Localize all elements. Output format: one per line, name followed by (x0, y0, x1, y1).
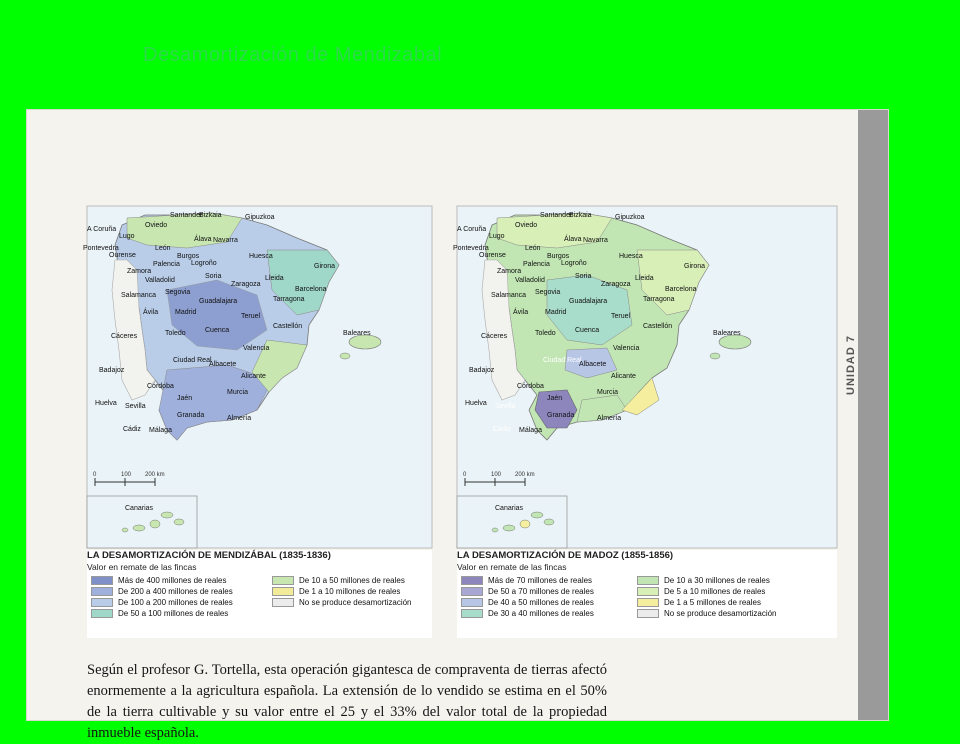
place-label: Burgos (547, 253, 570, 260)
place-label: Logroño (191, 260, 217, 267)
legend-swatch (461, 609, 483, 618)
place-label: Valencia (243, 345, 270, 352)
legend-label: De 50 a 100 millones de reales (118, 609, 229, 618)
place-label: Tarragona (273, 296, 305, 303)
place-label: Girona (314, 263, 336, 270)
legend-swatch (272, 587, 294, 596)
legend-label: Más de 400 millones de reales (118, 576, 227, 585)
legend-label: De 1 a 10 millones de reales (299, 587, 401, 596)
place-label: Lleida (265, 275, 284, 282)
place-label: Tarragona (643, 296, 675, 303)
legend-item (272, 576, 405, 585)
place-label: Zaragoza (601, 281, 631, 288)
place-label: Burgos (177, 253, 200, 260)
legend-label: De 40 a 50 millones de reales (488, 598, 594, 607)
place-label: Granada (547, 412, 575, 419)
place-label: Huelva (95, 400, 117, 407)
legend-item (461, 576, 592, 585)
place-label: Santander (170, 212, 203, 219)
legend-item (91, 587, 233, 596)
place-label: Zaragoza (231, 281, 261, 288)
place-label: Gipuzkoa (615, 214, 645, 221)
place-label: Toledo (165, 330, 186, 337)
legend-item (461, 587, 594, 596)
place-label: Salamanca (121, 292, 157, 299)
scale-label: 0 (93, 472, 97, 478)
legend-label: De 30 a 40 millones de reales (488, 609, 594, 618)
legend-items (457, 576, 837, 636)
place-label: Murcia (227, 389, 249, 396)
place-label: Valladolid (145, 277, 175, 284)
canarias-label: Canarias (495, 505, 524, 512)
legend-label: De 5 a 10 millones de reales (664, 587, 766, 596)
place-label: Zamora (497, 268, 522, 275)
place-label: Oviedo (515, 222, 538, 229)
legend-title: LA DESAMORTIZACIÓN DE MADOZ (1855-1856) (457, 550, 674, 561)
legend-label: De 200 a 400 millones de reales (118, 587, 233, 596)
scale-label: 200 km (145, 472, 165, 478)
place-label: Ciudad Real (173, 357, 212, 364)
place-label: Pontevedra (453, 245, 489, 252)
place-label: Guadalajara (199, 298, 238, 305)
legend-swatch (91, 576, 113, 585)
place-label: Bizkaia (569, 212, 592, 219)
legend-swatch (272, 576, 294, 585)
place-label: A Coruña (87, 226, 117, 233)
baleares-2 (719, 335, 751, 349)
place-label: Cádiz (123, 426, 141, 433)
legend-item (91, 598, 233, 607)
map-madoz (453, 206, 837, 548)
place-label: Teruel (241, 313, 261, 320)
place-label: Logroño (561, 260, 587, 267)
legend-mendizabal (87, 550, 432, 638)
place-label: Segovia (165, 289, 191, 296)
place-label: Castellón (643, 323, 673, 330)
place-label: Huesca (249, 253, 273, 260)
place-label: Ourense (479, 252, 506, 259)
place-label: A Coruña (457, 226, 487, 233)
place-label: Zamora (127, 268, 152, 275)
legend-label: De 10 a 30 millones de reales (664, 576, 770, 585)
legend-item (637, 609, 777, 618)
legend-items (87, 576, 432, 636)
legend-label: No se produce desamortización (299, 598, 412, 607)
place-label: Baleares (713, 330, 741, 337)
legend-label: De 1 a 5 millones de reales (664, 598, 761, 607)
legend-item (637, 576, 770, 585)
place-label: Ávila (513, 309, 529, 316)
place-label: Baleares (343, 330, 371, 337)
place-label: Bizkaia (199, 212, 222, 219)
place-label: Huelva (465, 400, 487, 407)
place-label: Lugo (489, 233, 505, 240)
place-label: Sevilla (495, 403, 516, 410)
legend-label: No se produce desamortización (664, 609, 777, 618)
scale-label: 100 (121, 472, 132, 478)
place-label: Badajoz (469, 367, 495, 374)
legend-item (637, 587, 765, 596)
legend-label: Más de 70 millones de reales (488, 576, 593, 585)
place-label: Pontevedra (83, 245, 119, 252)
legend-madoz (457, 550, 837, 638)
place-label: Navarra (213, 237, 238, 244)
body-text: Según el profesor G. Tortella, esta operación gigantesca de compraventa de tierras afectó enormemente a la agricultura española. La extensión de lo vendido se estima en el 50% de la tierra cultivable y su valor entre el 25 y el 33% del valor total de la propiedad inmueble española. (87, 662, 607, 741)
place-label: Almería (227, 415, 252, 422)
place-label: Teruel (611, 313, 631, 320)
place-label: Valencia (613, 345, 640, 352)
scale-label: 200 km (515, 472, 535, 478)
place-label: Guadalajara (569, 298, 608, 305)
legend-swatch (637, 587, 659, 596)
place-label: Córdoba (517, 383, 544, 390)
place-label: Barcelona (665, 286, 697, 293)
legend-swatch (91, 598, 113, 607)
place-label: Álava (194, 236, 212, 243)
legend-item (91, 609, 228, 618)
place-label: Málaga (149, 427, 172, 434)
place-label: Granada (177, 412, 205, 419)
place-label: León (155, 245, 171, 252)
place-label: Álava (564, 236, 582, 243)
slide-title: Desamortización de Mendizabal (143, 44, 443, 66)
unit-tab: UNIDAD 7 (845, 335, 857, 395)
place-label: Ávila (143, 309, 159, 316)
place-label: Jaén (547, 395, 563, 402)
place-label: Ourense (109, 252, 136, 259)
place-label: Cádiz (493, 426, 511, 433)
legend-swatch (272, 598, 294, 607)
place-label: Córdoba (147, 383, 174, 390)
place-label: Valladolid (515, 277, 545, 284)
place-label: Cáceres (111, 333, 138, 340)
place-label: Palencia (523, 261, 550, 268)
legend-subtitle: Valor en remate de las fincas (87, 562, 197, 572)
place-label: Lugo (119, 233, 135, 240)
legend-item (461, 598, 594, 607)
place-label: Lleida (635, 275, 654, 282)
place-label: Barcelona (295, 286, 327, 293)
legend-label: De 100 a 200 millones de reales (118, 598, 233, 607)
legend-subtitle: Valor en remate de las fincas (457, 562, 567, 572)
place-label: Huesca (619, 253, 643, 260)
legend-swatch (461, 576, 483, 585)
legend-item (637, 598, 761, 607)
place-label: Alicante (241, 373, 266, 380)
place-label: Jaén (177, 395, 193, 402)
legend-swatch (637, 576, 659, 585)
place-label: Badajoz (99, 367, 125, 374)
place-label: Albacete (579, 361, 607, 368)
place-label: Madrid (175, 309, 197, 316)
legend-item (461, 609, 594, 618)
legend-swatch (637, 598, 659, 607)
place-label: Murcia (597, 389, 619, 396)
legend-item (272, 587, 400, 596)
place-label: León (525, 245, 541, 252)
place-label: Salamanca (491, 292, 527, 299)
place-label: Madrid (545, 309, 567, 316)
legend-label: De 10 a 50 millones de reales (299, 576, 405, 585)
place-label: Cáceres (481, 333, 508, 340)
legend-label: De 50 a 70 millones de reales (488, 587, 594, 596)
legend-item (91, 576, 227, 585)
place-label: Oviedo (145, 222, 168, 229)
place-label: Castellón (273, 323, 303, 330)
scale-label: 100 (491, 472, 502, 478)
place-label: Almería (597, 415, 622, 422)
place-label: Ciudad Real (543, 357, 582, 364)
place-label: Toledo (535, 330, 556, 337)
place-label: Gipuzkoa (245, 214, 275, 221)
place-label: Palencia (153, 261, 180, 268)
legend-swatch (91, 609, 113, 618)
legend-swatch (461, 598, 483, 607)
place-label: Navarra (583, 237, 608, 244)
place-label: Girona (684, 263, 706, 270)
place-label: Segovia (535, 289, 561, 296)
legend-swatch (461, 587, 483, 596)
legend-title: LA DESAMORTIZACIÓN DE MENDIZÁBAL (1835-1836) (87, 550, 331, 561)
legend-item (272, 598, 412, 607)
place-label: Albacete (209, 361, 237, 368)
legend-swatch (637, 609, 659, 618)
baleares-1 (349, 335, 381, 349)
place-label: Alicante (611, 373, 636, 380)
place-label: Málaga (519, 427, 542, 434)
place-label: Soria (205, 273, 222, 280)
legend-swatch (91, 587, 113, 596)
scanned-page (27, 110, 888, 741)
scale-label: 0 (463, 472, 467, 478)
place-label: Soria (575, 273, 592, 280)
canarias-label: Canarias (125, 505, 154, 512)
place-label: Cuenca (205, 327, 230, 334)
map-mendizabal (83, 206, 432, 548)
place-label: Cuenca (575, 327, 600, 334)
place-label: Sevilla (125, 403, 146, 410)
place-label: Santander (540, 212, 573, 219)
